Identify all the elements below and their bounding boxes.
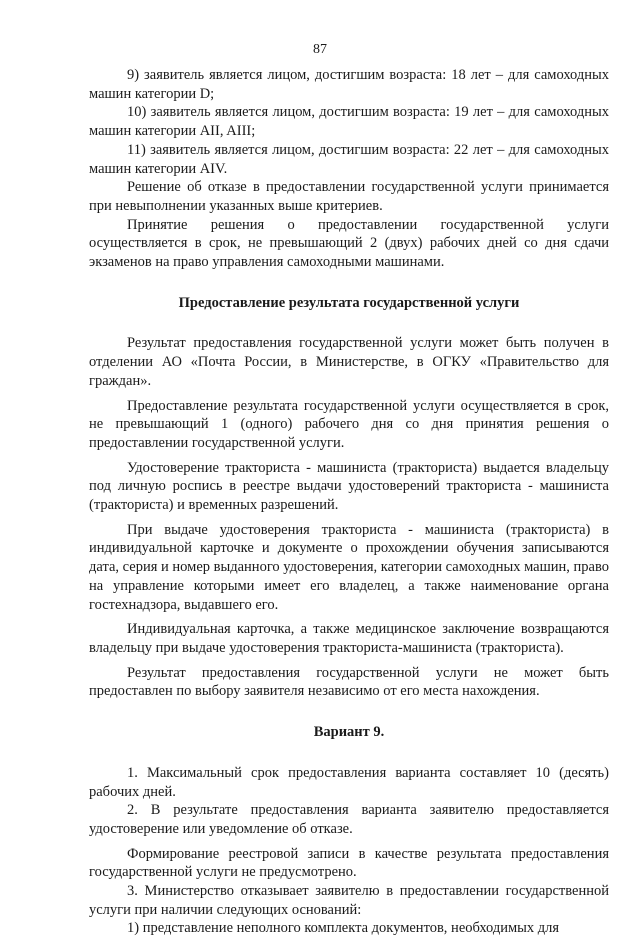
paragraph: 1. Максимальный срок предоставления варианта составляет 10 (десять) рабочих дней. [89,764,609,800]
section-heading: Предоставление результата государственной услуги [178,294,520,311]
paragraph: Результат предоставления государственной услуги не может быть предоставлен по выбору заявителя независимо от его места нахождения. [89,664,609,700]
paragraph: 1) представление неполного комплекта документов, необходимых для [127,920,560,937]
paragraph: При выдаче удостоверения тракториста - машиниста (тракториста) в индивидуальной карточке и документе о прохождении обучения записываются дата, серия и номер выданного удостоверения, категории самоходных машин, право на управление которыми имеет его владелец, а также наименование органа гостехнадзора, выдавшего его. [89,521,609,613]
paragraph: Индивидуальная карточка, а также медицинское заключение возвращаются владельцу при выдаче удостоверения тракториста-машиниста (тракториста). [89,621,609,656]
page-content [89,66,609,938]
paragraph: 3. Министерство отказывает заявителю в предоставлении государственной услуги при наличии следующих оснований: [89,883,609,918]
paragraph: 10) заявитель является лицом, достигшим возраста: 19 лет – для самоходных машин категории AII, AIII; [89,104,609,140]
paragraph: Результат предоставления государственной услуги может быть получен в отделении АО «Почта России, в Министерстве, в ОГКУ «Правительство для граждан». [89,335,609,389]
page-number: 87 [313,42,327,57]
paragraph: Предоставление результата государственной услуги осуществляется в срок, не превышающий 1 (одного) рабочего дня со дня принятия решения о предоставлении государственной услуги. [89,397,609,451]
paragraph: Удостоверение тракториста - машиниста (тракториста) выдается владельцу под личную роспись в реестре выдачи удостоверений тракториста - машиниста (тракториста) и временных разрешений. [89,459,609,514]
paragraph: Принятие решения о предоставлении государственной услуги осуществляется в срок, не превышающий 2 (двух) рабочих дней со дня сдачи экзаменов на право управления самоходными машинами. [89,216,609,271]
paragraph: 11) заявитель является лицом, достигшим возраста: 22 лет – для самоходных машин категории AIV. [89,141,609,177]
paragraph: Решение об отказе в предоставлении государственной услуги принимается при невыполнении указанных выше критериев. [89,179,609,214]
section-heading: Вариант 9. [313,724,385,741]
paragraph: 9) заявитель является лицом, достигшим возраста: 18 лет – для самоходных машин категории D; [89,67,609,102]
paragraph: Формирование реестровой записи в качестве результата предоставления государственной услуги не предусмотрено. [89,845,609,881]
paragraph: 2. В результате предоставления варианта заявителю предоставляется удостоверение или уведомление об отказе. [89,802,609,837]
